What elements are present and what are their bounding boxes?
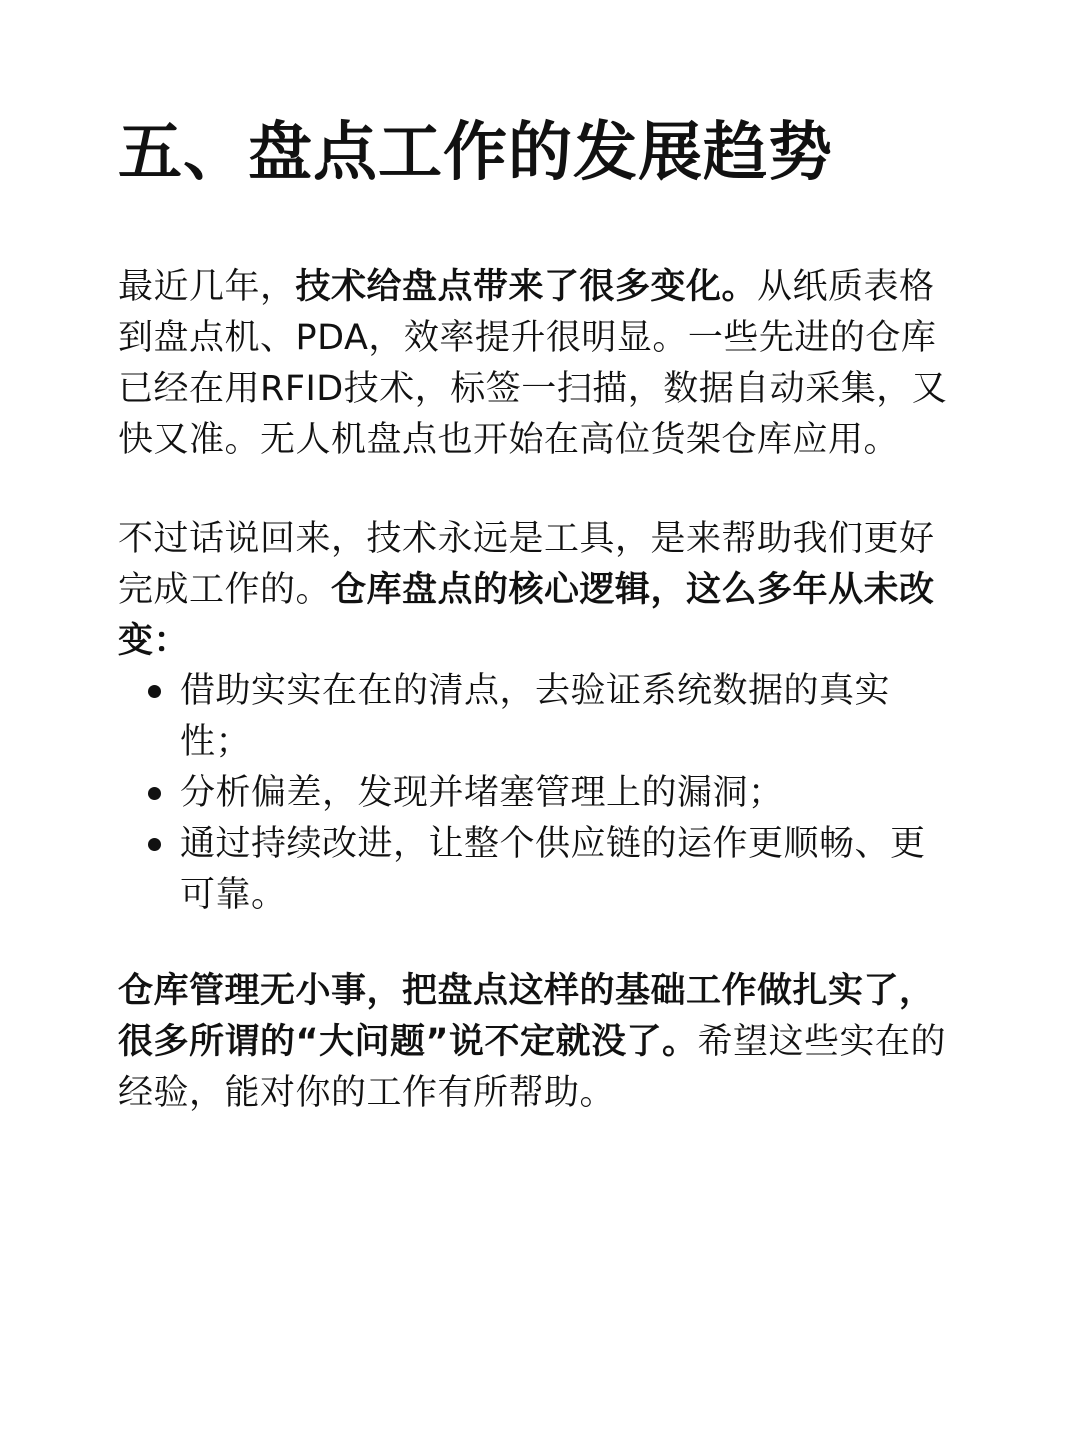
paragraph-text: 从纸质表格到盘点机、PDA，效率提升很明显。一些先进的仓库已经在用RFID技术，标签一扫描，数据自动采集，又快又准。无人机盘点也开始在高位货架仓库应用。 [118,267,948,460]
paragraph-text: 最近几年， [118,267,296,307]
paragraph-text: 不过话说回来，技术永远是工具，是来帮助我们更好完成工作的。 [118,519,935,610]
paragraph-emphasis: 仓库盘点的核心逻辑，这么多年从未改变： [118,570,935,661]
paragraph-conclusion [118,966,958,1119]
section-title: 五、盘点工作的发展趋势 [118,116,833,190]
bullet-icon [148,838,161,851]
paragraph-tech-changes [118,262,958,466]
paragraph-emphasis: 仓库管理无小事，把盘点这样的基础工作做扎实了，很多所谓的“大问题”说不定就没了。 [118,971,935,1062]
core-logic-list [118,666,958,921]
list-item-text: 分析偏差，发现并堵塞管理上的漏洞； [180,773,784,813]
list-item-text: 借助实实在在的清点，去验证系统数据的真实性； [180,671,891,762]
list-item [118,666,958,768]
list-item [118,768,958,819]
paragraph-text: 希望这些实在的经验，能对你的工作有所帮助。 [118,1022,947,1113]
bullet-icon [148,787,161,800]
paragraph-emphasis: 技术给盘点带来了很多变化。 [295,267,758,307]
paragraph-core-logic [118,514,958,667]
bullet-icon [148,685,161,698]
list-item [118,819,958,921]
list-item-text: 通过持续改进，让整个供应链的运作更顺畅、更可靠。 [180,824,926,915]
